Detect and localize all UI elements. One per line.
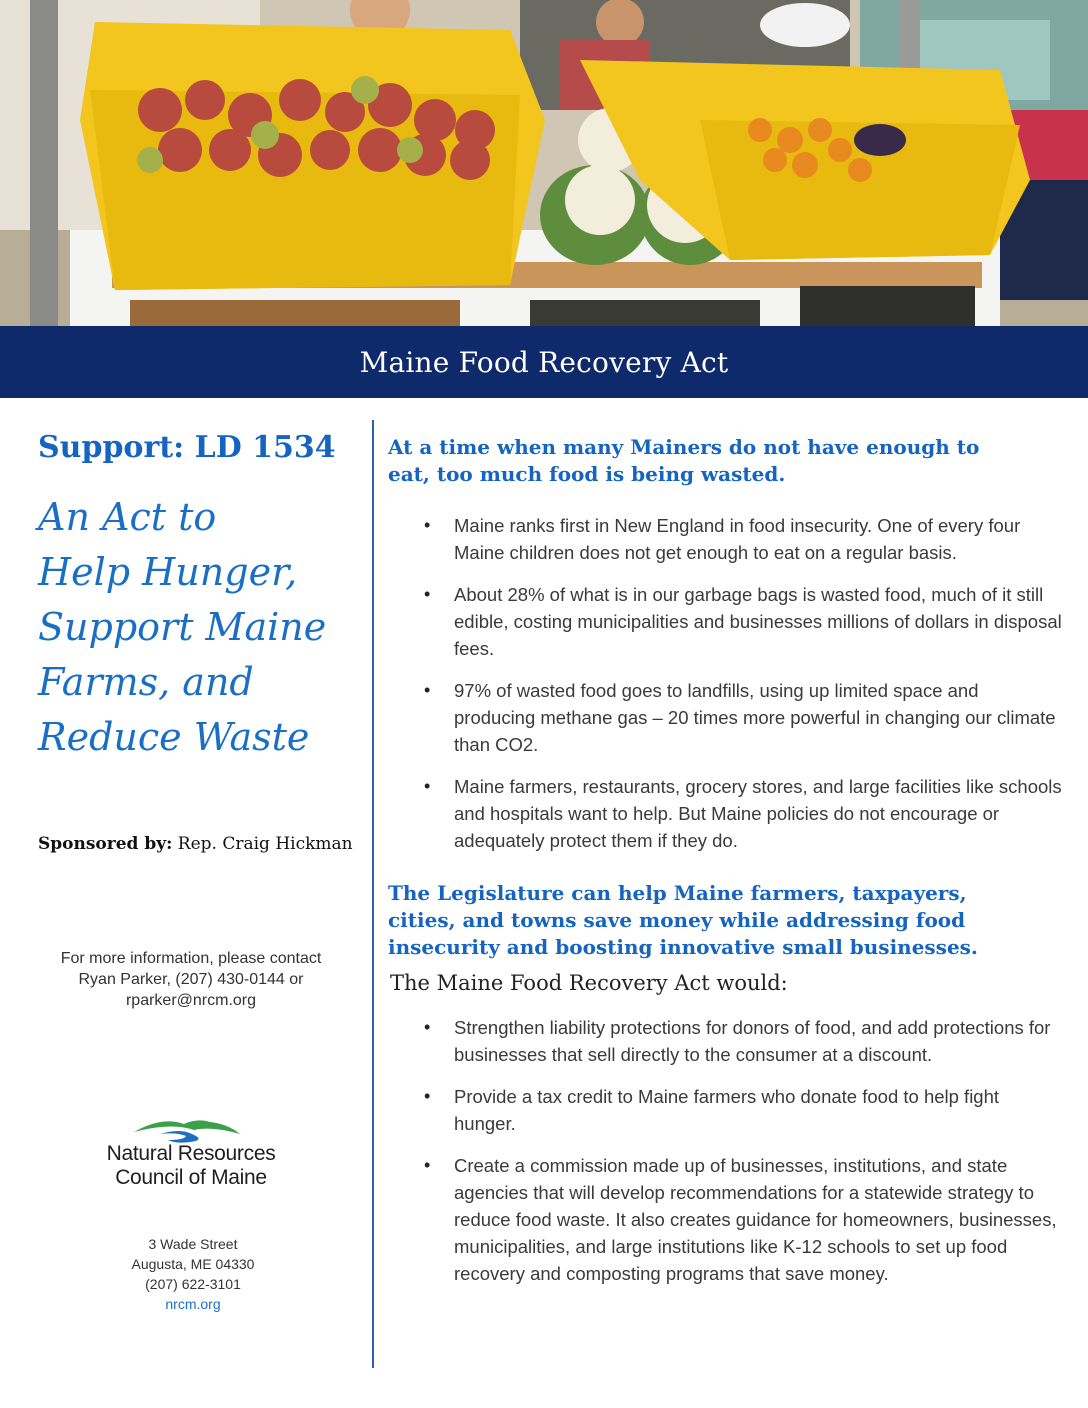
lead-statement [388,434,979,488]
logo-name-line: Natural Resources [106,1142,276,1165]
act-title-line: An Act to [38,495,217,539]
lead-line: cities, and towns save money while addressing food [388,908,966,932]
phone-line: (207) 622-3101 [145,1276,241,1292]
provisions-heading: The Maine Food Recovery Act would: [390,971,788,995]
list-item: • Maine ranks first in New England in food insecurity. One of every four Maine children does not get enough to eat on a regular basis. [424,512,1064,566]
list-item: • Provide a tax credit to Maine farmers who donate food to help fight hunger. [424,1083,1064,1137]
hero-photo [0,0,1088,326]
contact-line: For more information, please contact [60,950,322,967]
list-item: • 97% of wasted food goes to landfills, using up limited space and producing methane gas – 20 times more powerful in changing our climate than CO2. [424,677,1064,758]
lead-line: insecurity and boosting innovative small businesses. [388,935,978,959]
mountain-river-logo-icon [132,1114,242,1144]
list-item: • Maine farmers, restaurants, grocery stores, and large facilities like schools and hospitals want to help. But Maine policies do not encourage or adequately protect them if they do. [424,773,1064,854]
list-item: • Create a commission made up of businesses, institutions, and state agencies that will develop recommendations for a statewide strategy to reduce food waste. It also creates guidance for homeowners, businesses, municipalities, and large institutions like K-12 schools to set up food recovery and composting programs that save money. [424,1152,1064,1287]
sponsor-line [38,834,353,854]
contact-line: Ryan Parker, (207) 430-0144 or [78,971,304,988]
sponsor-label: Sponsored by: [38,834,173,854]
address-line: Augusta, ME 04330 [131,1256,255,1272]
lead-line: eat, too much food is being wasted. [388,462,786,486]
title-banner [0,326,1088,398]
list-item: • Strengthen liability protections for donors of food, and add protections for businesses that sell directly to the consumer at a discount. [424,1014,1064,1068]
contact-info [30,948,352,1011]
logo-wordmark [96,1142,286,1190]
act-title-line: Reduce Waste [38,715,310,759]
nrcm-logo [96,1114,286,1190]
act-title-line: Help Hunger, [38,550,298,594]
contact-email[interactable]: rparker@nrcm.org [125,992,257,1009]
column-divider [372,420,374,1368]
bill-support-heading: Support: LD 1534 [38,430,336,465]
address-line: 3 Wade Street [148,1236,238,1252]
act-title-line: Support Maine [38,605,327,649]
act-title [38,490,360,765]
logo-name-line: Council of Maine [115,1166,267,1189]
sponsor-name: Rep. Craig Hickman [172,834,353,854]
website-link[interactable]: nrcm.org [165,1296,221,1312]
lead-line: At a time when many Mainers do not have enough to [388,435,980,459]
list-item: • About 28% of what is in our garbage bags is wasted food, much of it still edible, costing municipalities and businesses millions of dollars in disposal fees. [424,581,1064,662]
lead-line: The Legislature can help Maine farmers, taxpayers, [388,881,967,905]
provisions-list [424,1014,1064,1302]
facts-list [424,512,1064,869]
page-title: Maine Food Recovery Act [359,345,729,379]
address-block [38,1234,348,1314]
legislature-statement [388,880,978,961]
act-title-line: Farms, and [38,660,254,704]
